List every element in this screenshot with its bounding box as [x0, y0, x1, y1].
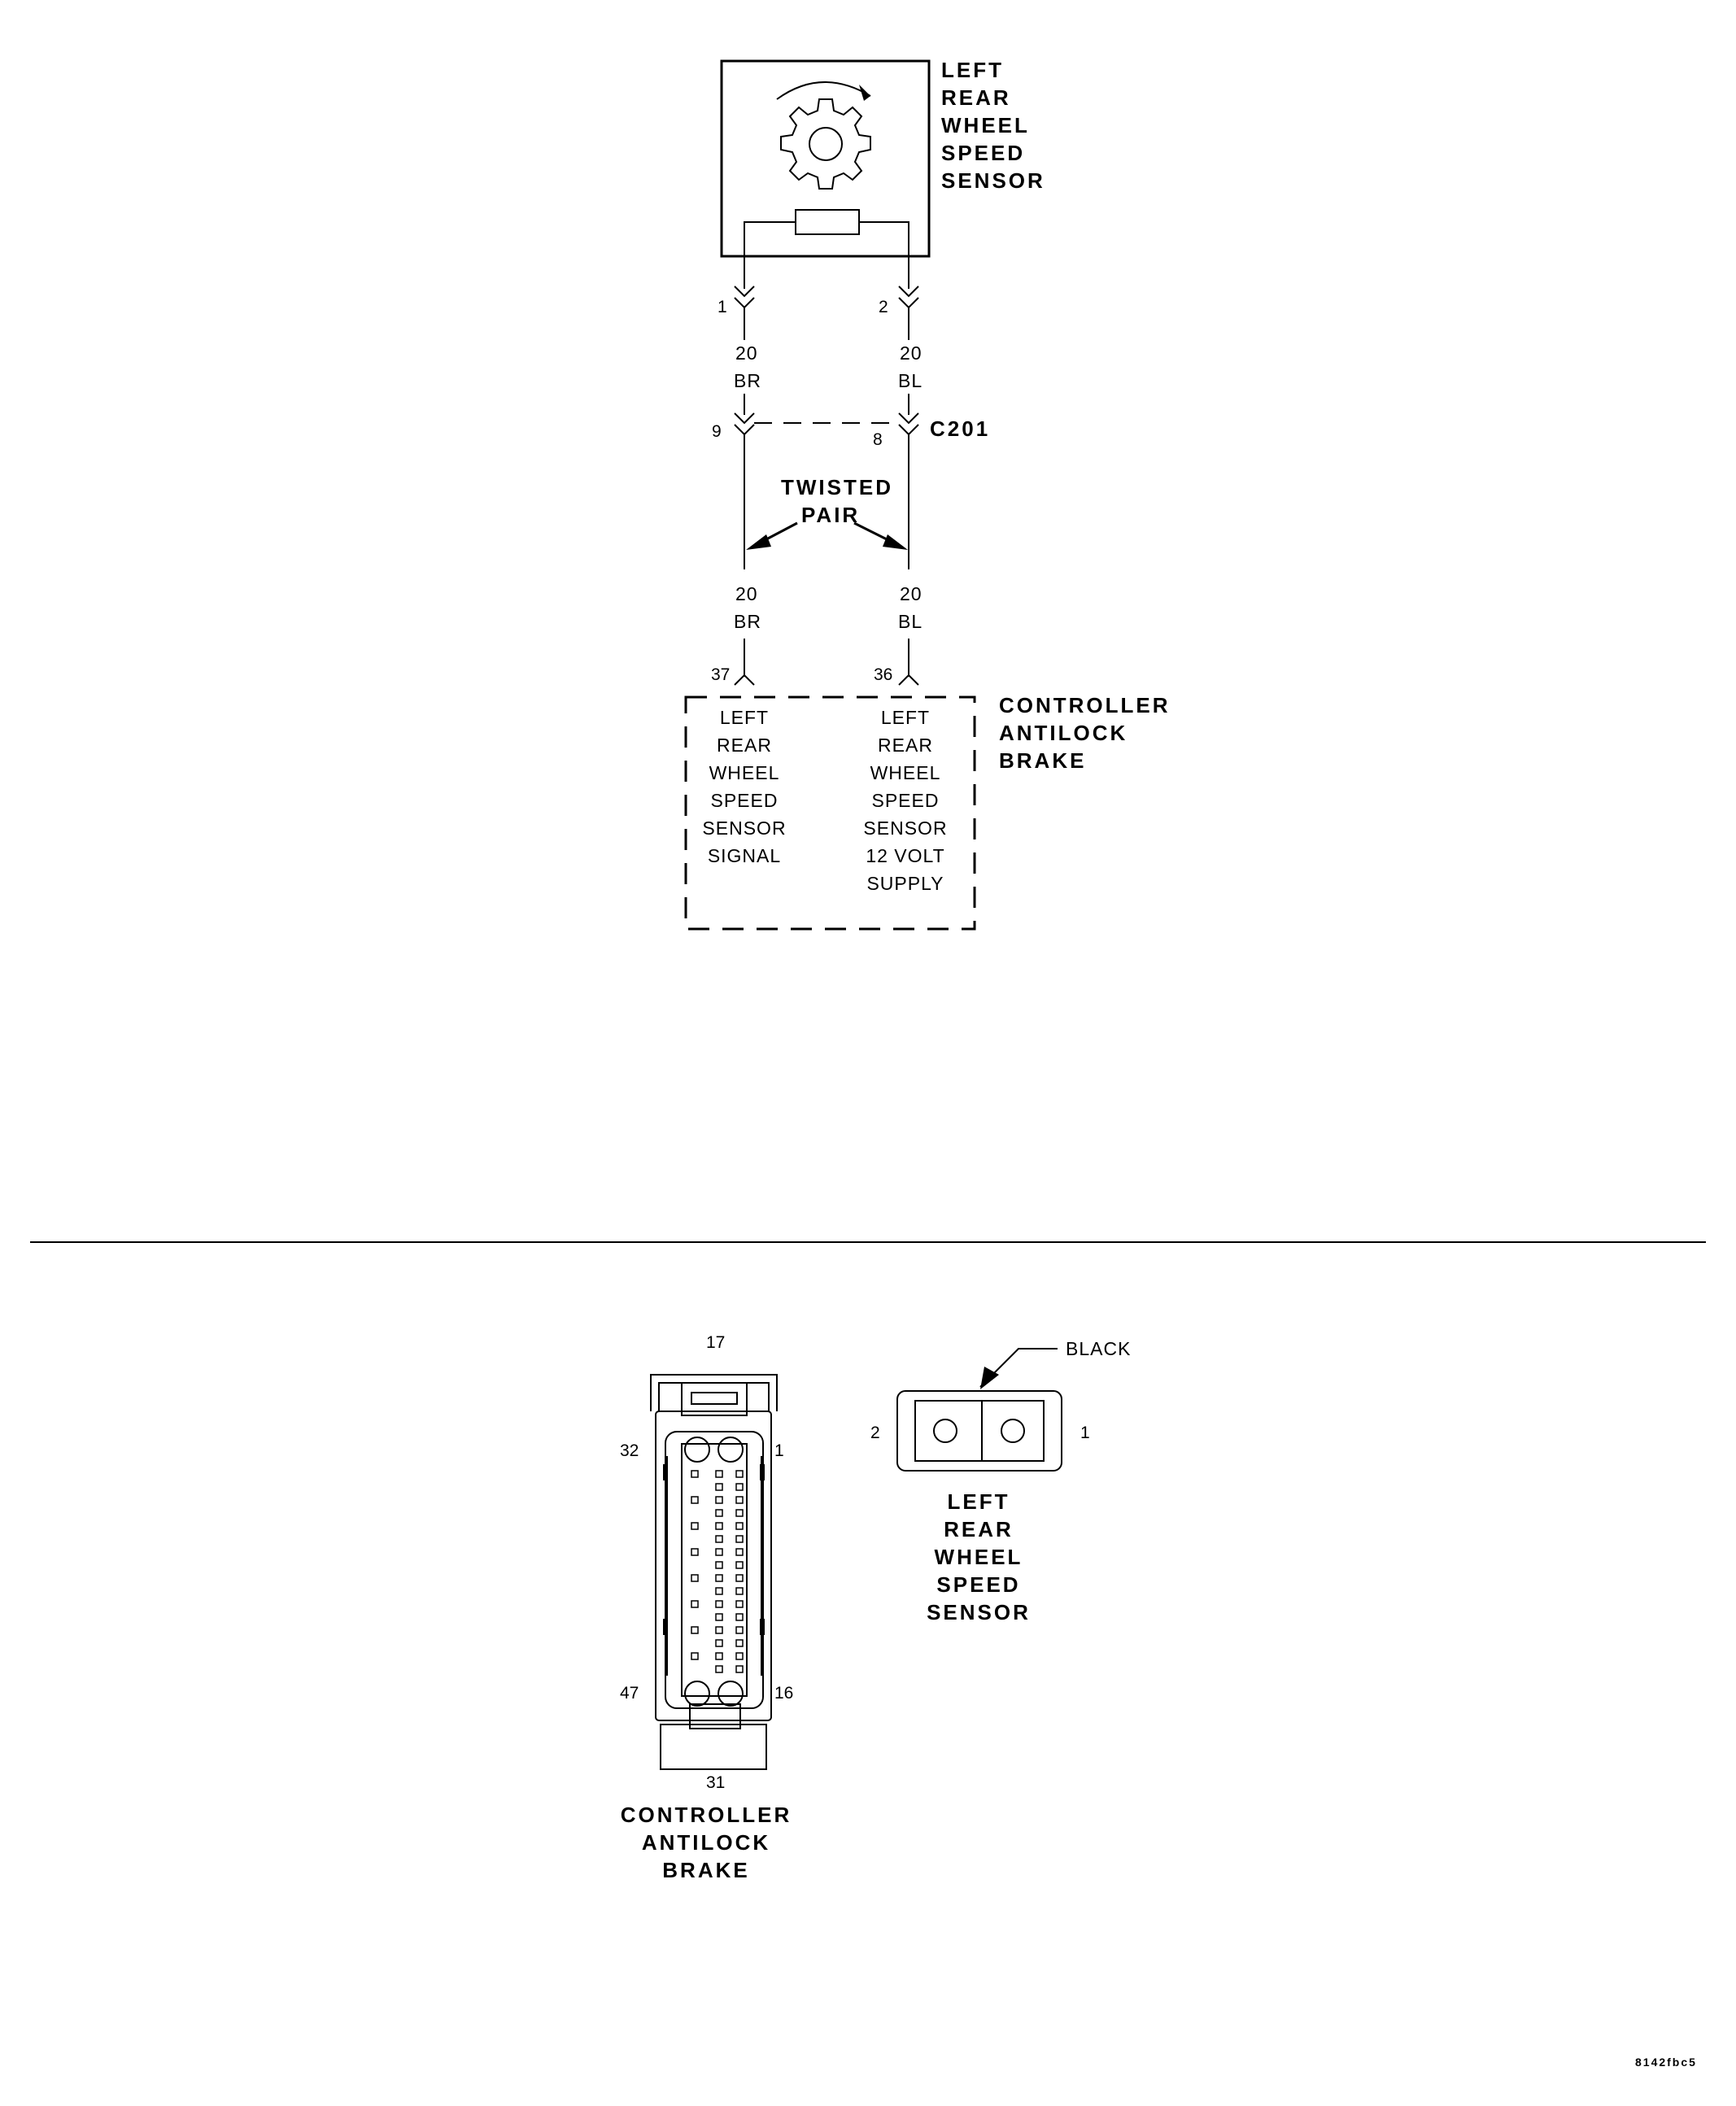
pin-cavity [736, 1575, 743, 1581]
pin-cavity [691, 1653, 698, 1659]
sensor-pin1-chevron [735, 286, 754, 307]
wire-lower-left-gauge: 20 [735, 583, 758, 604]
wire-lower-right-gauge: 20 [900, 583, 923, 604]
pin-cavity [736, 1640, 743, 1646]
rotation-arrow [777, 82, 870, 99]
c201-pin9-chevron [735, 413, 754, 434]
controller-title-2: ANTILOCK [999, 721, 1128, 745]
pin-cavity [736, 1562, 743, 1568]
sensor-connector-view [897, 1391, 1062, 1471]
circuit-right-7: SUPPLY [866, 873, 944, 894]
pin-cavity [691, 1627, 698, 1633]
pin-cavity [691, 1549, 698, 1555]
pin-cavity [691, 1575, 698, 1581]
pin-cavity [716, 1601, 722, 1607]
circuit-right-3: WHEEL [870, 762, 941, 783]
pin-cavity [716, 1653, 722, 1659]
conn-controller-title-1: CONTROLLER [620, 1803, 792, 1827]
pin-cavity [736, 1549, 743, 1555]
pin-cavity [716, 1549, 722, 1555]
twisted-pair-arrowhead-left [746, 534, 771, 550]
pin-cavity [736, 1588, 743, 1594]
twisted-pair-label-1: TWISTED [781, 475, 893, 499]
sensor-pin1-label: 1 [718, 298, 727, 316]
pin-cavity [736, 1653, 743, 1659]
pin-cavity [716, 1627, 722, 1633]
sensor-coil [796, 210, 859, 234]
sensor-title-4: SPEED [941, 141, 1026, 165]
pin-cavity [691, 1471, 698, 1477]
circuit-right-6: 12 VOLT [866, 845, 945, 866]
pin-cavity [736, 1666, 743, 1672]
conn-sensor-title-5: SENSOR [927, 1600, 1031, 1624]
conn-sensor-title-1: LEFT [947, 1489, 1010, 1514]
controller-pin-left: 37 [711, 665, 731, 684]
controller-title-3: BRAKE [999, 748, 1087, 773]
conn-pin-top: 17 [706, 1333, 726, 1352]
pin-cavity [736, 1601, 743, 1607]
sensor-title-2: REAR [941, 85, 1011, 110]
sensor-conn-pin-right: 1 [1080, 1424, 1090, 1442]
sensor-pin2-label: 2 [879, 298, 888, 316]
figure-code: 8142fbc5 [1635, 2056, 1697, 2069]
controller-title-1: CONTROLLER [999, 693, 1171, 717]
gear-icon [781, 99, 870, 189]
circuit-left-2: REAR [717, 735, 772, 756]
pin-cavity [716, 1497, 722, 1503]
conn-sensor-title-2: REAR [944, 1517, 1014, 1541]
sensor-color-leader [980, 1349, 1058, 1387]
pin-cavity [736, 1484, 743, 1490]
pin-cavity [716, 1575, 722, 1581]
conn-controller-title-3: BRAKE [662, 1858, 750, 1882]
conn-sensor-title-4: SPEED [936, 1572, 1021, 1597]
circuit-left-5: SENSOR [702, 818, 787, 839]
pin-cavity [691, 1497, 698, 1503]
wire-lower-left-color: BR [734, 611, 761, 632]
rotation-arrow-head [859, 85, 870, 101]
controller-pin-right: 36 [874, 665, 893, 684]
pin-cavity [716, 1484, 722, 1490]
conn-pin-bottom: 31 [706, 1773, 726, 1792]
controller-connector-view [651, 1375, 777, 1769]
circuit-right-4: SPEED [871, 790, 940, 811]
pin-cavity [691, 1601, 698, 1607]
sensor-title-3: WHEEL [941, 113, 1030, 137]
wire-upper-left-gauge: 20 [735, 342, 758, 364]
circuit-right-1: LEFT [880, 707, 931, 728]
wire-upper-right-color: BL [898, 370, 923, 391]
pin-cavity [716, 1666, 722, 1672]
pin-cavity [716, 1536, 722, 1542]
conn-controller-title-2: ANTILOCK [641, 1830, 771, 1855]
circuit-right-5: SENSOR [863, 818, 948, 839]
c201-label: C201 [930, 416, 991, 441]
conn-pin-bottom-right: 16 [774, 1684, 794, 1703]
conn-pin-top-right: 1 [774, 1441, 784, 1460]
conn-sensor-title-3: WHEEL [934, 1545, 1023, 1569]
sensor-conn-pin-left: 2 [870, 1424, 880, 1442]
wire-lower-right-color: BL [898, 611, 923, 632]
pin-cavity [736, 1497, 743, 1503]
pin-cavity [716, 1614, 722, 1620]
circuit-left-4: SPEED [710, 790, 779, 811]
circuit-left-3: WHEEL [709, 762, 780, 783]
pin-cavity [716, 1510, 722, 1516]
pin-cavity [736, 1627, 743, 1633]
pin-cavity [736, 1614, 743, 1620]
pin-cavity [736, 1523, 743, 1529]
sensor-title-1: LEFT [941, 58, 1004, 82]
c201-pin8-chevron [899, 413, 918, 434]
twisted-pair-arrowhead-right [883, 534, 908, 550]
wheel-speed-sensor-box [722, 61, 929, 256]
sensor-pin2-chevron [899, 286, 918, 307]
pin-cavity [716, 1523, 722, 1529]
pin-cavity [736, 1471, 743, 1477]
sensor-title-5: SENSOR [941, 168, 1045, 193]
pin-cavity [736, 1536, 743, 1542]
pin-cavity [736, 1510, 743, 1516]
circuit-left-1: LEFT [719, 707, 770, 728]
conn-pin-bottom-left: 47 [620, 1684, 639, 1703]
circuit-right-2: REAR [878, 735, 933, 756]
sensor-color-label: BLACK [1066, 1338, 1132, 1359]
conn-pin-top-left: 32 [620, 1441, 639, 1460]
pin-cavity [716, 1562, 722, 1568]
pin-cavity [716, 1471, 722, 1477]
c201-pin-left: 9 [712, 422, 722, 441]
circuit-left-6: SIGNAL [707, 845, 782, 866]
c201-pin-right: 8 [873, 430, 883, 449]
controller-box [686, 697, 975, 929]
wire-upper-right-gauge: 20 [900, 342, 923, 364]
pin-cavity [691, 1523, 698, 1529]
controller-pin-grid [691, 1471, 743, 1672]
twisted-pair-label-2: PAIR [801, 503, 861, 527]
pin-cavity [716, 1640, 722, 1646]
wire-upper-left-color: BR [734, 370, 761, 391]
pin-cavity [716, 1588, 722, 1594]
